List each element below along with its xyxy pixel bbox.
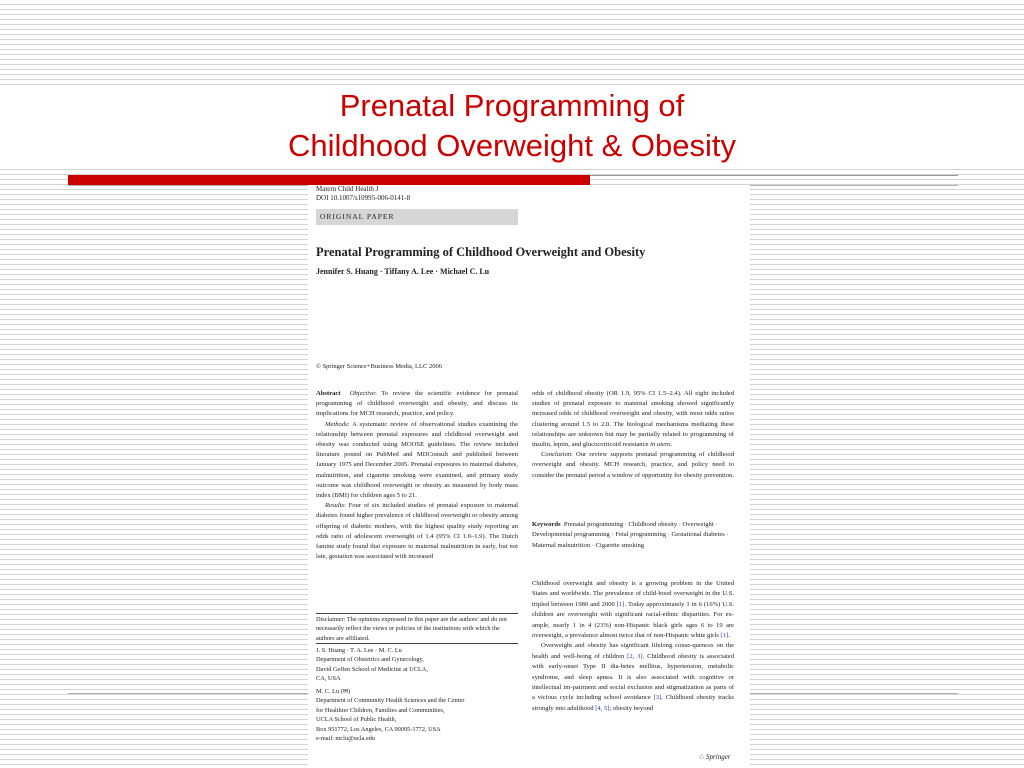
publisher-logo <box>698 753 731 761</box>
intro-p2-a: Overweight and obesity has significant lifelong conse-quences on the health and well-being of children <box>532 642 734 660</box>
abstract-continued-text: odds of childhood obesity (OR 1.9, 95% CI 1.5–2.4). All eight included studies of prenatal exposure to maternal smoking showed significantly increased odds of childhood overweight and obesity, with most odds ratios clustering around 1.5 to 2.0. The biological mechanisms mediating these relationships are unknown but may be partially related to programming of insulin, leptin, and glucocorticoid resistance <box>532 390 734 449</box>
author-affiliation-2: M. C. Lu (✉) Department of Community Health Sciences and the Center for Healthier Children, Families and Communities, UCLA School of Public Health, Box 951772, Los Angeles, CA 90095-1772, USA e-mail: mclu@ucla.edu <box>316 688 465 743</box>
publisher-name: Springer <box>706 753 731 761</box>
title-divider-line <box>590 175 958 176</box>
intro-p1-b: . Today approximately 1 in 6 (16%) U.S. children are overweight with significant racial-ethnic disparities. For ex-ample, nearly 1 in 4 (23%) non-Hispanic black girls ages 6 to 19 are overweight, a prevalence almost twice that of non-Hispanic white girls <box>532 600 735 640</box>
citation-1b[interactable]: [1] <box>720 632 729 640</box>
methods-text: : A systematic review of observational studies examining the relationship between prenatal exposures and childhood overweight and obesity was conducted using MOOSE guidelines. The review included literature posted on PubMed and MDConsult and published between January 1975 and December 2005. Prenatal exposures to maternal diabetes, malnutrition, and cigarette smoking were examined, and primary study outcome was childhood overweight or obesity as measured by body mass index (BMI) for children ages 5 to 21. <box>316 420 518 500</box>
intro-p1-c: . <box>728 632 730 640</box>
citation-4-5[interactable]: [4, 5] <box>595 704 610 712</box>
intro-p2-b: . Childhood obesity is associated with early-onset Type II dia-betes mellitus, hypertension, metabolic syndrome, and sleep apnea. It is also associated with cognitive or intellectual im-pairment and social exclusion and stigmatization as parts of a vicious cycle including school avoidance <box>532 652 734 702</box>
intro-body-text <box>532 579 734 714</box>
journal-name: Matern Child Health J <box>316 185 379 193</box>
springer-icon: ♘ <box>698 753 705 761</box>
conclusion-text: : Our review supports prenatal programming of childhood overweight and obesity. MCH research, practice, and policy need to consider the prenatal period a window of opportunity for obesity prevention. <box>532 451 734 479</box>
paper-authors: Jennifer S. Huang · Tiffany A. Lee · Michael C. Lu <box>316 267 490 276</box>
doi: DOI 10.1007/s10995-006-0141-8 <box>316 194 411 202</box>
abstract-continued-end: . <box>670 441 673 449</box>
results-label: Results <box>325 502 345 510</box>
journal-info <box>316 185 410 203</box>
paper-type-bar <box>316 209 518 225</box>
paper-type-label: ORIGINAL PAPER <box>320 212 395 221</box>
keywords-text: Prenatal programming · Childhood obesity · Overweight · Developmental programming · Fetal programming · Gestational diabetes · Maternal malnutrition · Cigarette smoking <box>532 521 729 549</box>
intro-p2-d: ; obesity beyond <box>609 704 654 712</box>
citation-2-3[interactable]: [2, 3] <box>627 652 643 660</box>
paper-title: Prenatal Programming of Childhood Overweight and Obesity <box>316 245 646 259</box>
results-text: : Four of six included studies of prenatal exposure to maternal diabetes found higher prevalence of childhood overweight or obesity among offspring of diabetic mothers, with the highest quality study reporting an odds ratio of adolescent overweight of 1.4 (95% CI 1.0–1.9). The Dutch famine study found that exposure to maternal malnutrition in early, but not late, gestation was associated with increased <box>316 502 518 561</box>
objective-text: : To review the scientific evidence for prenatal programming of childhood overweight and obesity, and discuss its implications for MCH research, practice, and policy. <box>316 390 518 418</box>
disclaimer: Disclaimer: The opinions expressed in this paper are the authors' and do not necessarily reflect the views or policies of the institutions with which the authors are affiliated. <box>316 616 507 642</box>
copyright-notice: © Springer Science+Business Media, LLC 2006 <box>316 363 442 370</box>
abstract-column-right <box>532 389 734 481</box>
conclusion-label: Conclusion <box>541 451 572 459</box>
slide-title <box>0 86 1024 166</box>
abstract-column-left <box>316 389 518 562</box>
footnote-divider <box>316 613 518 614</box>
slide-title-line-1: Prenatal Programming of <box>339 88 685 123</box>
intro-p2-c: . Childhood obesity tracks strongly into adulthood <box>532 694 734 712</box>
author-affiliation-1: J. S. Huang · T. A. Lee · M. C. Lu Department of Obstetrics and Gynecology, David Geffen School of Medicine at UCLA, CA, USA <box>316 647 428 683</box>
citation-3[interactable]: [3] <box>653 694 662 702</box>
objective-label: Objective <box>349 390 375 397</box>
methods-label: Methods <box>325 420 348 428</box>
abstract-in-utero: in utero <box>650 441 671 449</box>
abstract-label: Abstract <box>316 390 341 397</box>
intro-p1-a: Childhood overweight and obesity is a growing problem in the United States and worldwide. The prevalence of child-hood overweight in the U.S. tripled between 1980 and 2000 <box>532 580 734 608</box>
affiliation-divider <box>316 643 518 644</box>
keywords-label: Keywords <box>532 521 561 528</box>
slide-title-line-2: Childhood Overweight & Obesity <box>287 128 736 163</box>
citation-1[interactable]: [1] <box>616 600 625 608</box>
paper-page-image <box>308 185 750 768</box>
keywords <box>532 520 734 551</box>
